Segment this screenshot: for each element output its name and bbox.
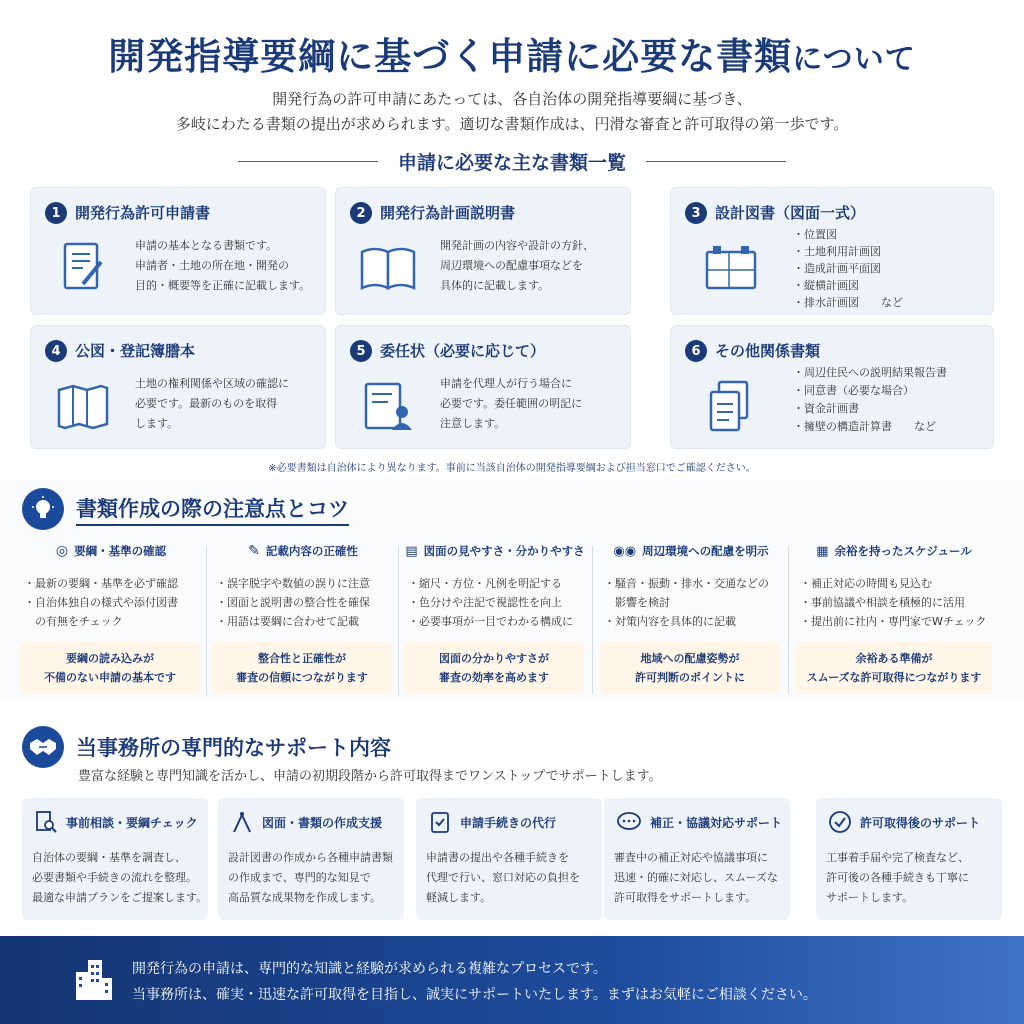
tip-summary-box: 図面の分かりやすさが 審査の効率を高めます: [404, 642, 584, 694]
doc-title: 設計図書（図面一式）: [715, 204, 866, 222]
pencil-icon: ✎: [248, 543, 260, 559]
buildings-icon: [70, 956, 116, 1002]
intro-line-1: 開発行為の許可申請にあたっては、各自治体の開発指導要綱に基づき、: [272, 90, 752, 108]
target-icon: ◎: [55, 543, 69, 559]
doc-card-2: [335, 187, 631, 315]
compass-icon: [230, 810, 254, 834]
lightbulb-icon: [22, 488, 64, 530]
doc-description: 申請の基本となる書類です。 申請者・土地の所在地・開発の 目的・概要等を正確に記載します。: [135, 239, 311, 292]
tip-column-2: ✎ 記載内容の正確性 ・誤字脱字や数値の誤りに注意 ・図面と説明書の整合性を確保 ・用語は要綱に合わせて記載 整合性と正確性が 審査の信頼につながります: [210, 538, 396, 631]
tip-column-5: ▦ 余裕を持ったスケジュール ・補正対応の時間も見込む ・事前協議や相談を積極的に活用 ・提出前に社内・専門家でWチェック 余裕ある準備が スムーズな許可取得につながります: [794, 538, 994, 631]
document-pen-icon: [53, 238, 113, 298]
doc-card-6: [670, 325, 994, 449]
folded-map-icon: [53, 376, 113, 436]
doc-number: 3: [685, 202, 707, 224]
document-search-icon: [34, 810, 58, 834]
doc-title: 公図・登記簿謄本: [75, 342, 196, 360]
support-card-4: 補正・協議対応サポート 審査中の補正対応や協議事項に 迅速・的確に対応し、スムーズな 許可取得をサポートします。: [604, 798, 790, 920]
support-card-2: 図面・書類の作成支援 設計図書の作成から各種申請書類 の作成まで、専門的な知見で 高品質な成果物を作成します。: [218, 798, 404, 920]
doc-title: 開発行為許可申請書: [75, 204, 211, 222]
support-card-5: 許可取得後のサポート 工事着手届や完了検査など、 許可後の各種手続きも丁寧に サポートします。: [816, 798, 1002, 920]
doc-title: 委任状（必要に応じて）: [380, 342, 546, 360]
doc-title: 開発行為計画説明書: [380, 204, 516, 222]
tips-heading: 書類作成の際の注意点とコツ: [22, 488, 349, 530]
people-icon: ◉◉: [613, 543, 637, 559]
doc-card-3: [670, 187, 994, 315]
docs-note: ※必要書類は自治体により異なります。事前に当該自治体の開発指導要綱および担当窓口でご確認ください。: [268, 463, 756, 474]
proxy-person-icon: [358, 376, 418, 436]
tip-column-4: ◉◉ 周辺環境への配慮を明示 ・騒音・振動・排水・交通などの 影響を検討 ・対策内容を具体的に記載 地域への配慮姿勢が 許可判断のポイントに: [598, 538, 784, 631]
tip-summary-box: 要綱の読み込みが 不備のない申請の基本です: [20, 642, 200, 694]
tip-column-1: ◎ 要綱・基準の確認 ・最新の要綱・基準を必ず確認 ・自治体独自の様式や添付図書 の有無をチェック 要綱の読み込みが 不備のない申請の基本です: [18, 538, 204, 631]
tip-column-3: ▤ 図面の見やすさ・分かりやすさ ・縮尺・方位・凡例を明記する ・色分けや注記で視認性を向上 ・必要事項が一目でわかる構成に 図面の分かりやすさが 審査の効率を高めます: [402, 538, 588, 631]
doc-number: 6: [685, 340, 707, 362]
tip-summary-box: 地域への配慮姿勢が 許可判断のポイントに: [600, 642, 780, 694]
chat-icon: [616, 810, 642, 834]
doc-card-5: [335, 325, 631, 449]
documents-stack-icon: [701, 376, 761, 436]
footer-line-1: 開発行為の申請は、専門的な知識と経験が求められる複雑なプロセスです。: [132, 961, 607, 977]
support-card-1: 事前相談・要綱チェック 自治体の要綱・基準を調査し、 必要書類や手続きの流れを整理。 最適な申請プランをご提案します。: [22, 798, 208, 920]
tip-summary-box: 整合性と正確性が 審査の信頼につながります: [212, 642, 392, 694]
support-heading: 当事務所の専門的なサポート内容: [22, 726, 391, 768]
footer-line-2: 当事務所は、確実・迅速な許可取得を目指し、誠実にサポートいたします。まずはお気軽にご相談ください。: [132, 987, 817, 1003]
open-book-icon: [358, 238, 418, 298]
doc-title: その他関係書類: [715, 342, 821, 360]
doc-description: ・位置図 ・土地利用計画図 ・造成計画平面図 ・縦横計画図 ・排水計画図 など: [793, 228, 903, 309]
doc-description: 申請を代理人が行う場合に 必要です。委任範囲の明記に 注意します。: [440, 377, 583, 430]
doc-description: 土地の権利関係や区域の確認に 必要です。最新のものを取得 します。: [135, 377, 289, 430]
blueprint-icon: [701, 238, 761, 298]
calendar-icon: ▦: [816, 543, 829, 559]
support-subtitle: 豊富な経験と専門知識を活かし、申請の初期段階から許可取得までワンストップでサポートします。: [78, 769, 662, 784]
clipboard-check-icon: [428, 810, 452, 834]
intro-line-2: 多岐にわたる書類の提出が求められます。適切な書類作成は、円滑な審査と許可取得の第一歩です。: [175, 115, 849, 133]
check-circle-icon: [828, 810, 852, 834]
doc-card-4: [30, 325, 326, 449]
support-card-3: 申請手続きの代行 申請書の提出や各種手続きを 代理で行い、窓口対応の負担を 軽減します。: [416, 798, 602, 920]
footer-banner: [0, 936, 1024, 1024]
doc-number: 1: [45, 202, 67, 224]
tip-summary-box: 余裕ある準備が スムーズな許可取得につながります: [796, 642, 992, 694]
page-title: 開発指導要綱に基づく申請に必要な書類について: [108, 34, 916, 78]
doc-description: 開発計画の内容や設計の方針、 周辺環境への配慮事項などを 具体的に記載します。: [440, 239, 594, 292]
docs-section-heading: 申請に必要な主な書類一覧: [0, 148, 1024, 174]
doc-description: ・周辺住民への説明結果報告書 ・同意書（必要な場合） ・資金計画書 ・擁壁の構造計算書 など: [793, 366, 947, 433]
doc-number: 4: [45, 340, 67, 362]
doc-card-1: [30, 187, 326, 315]
drawing-icon: ▤: [405, 543, 418, 559]
doc-number: 5: [350, 340, 372, 362]
doc-number: 2: [350, 202, 372, 224]
handshake-icon: [22, 726, 64, 768]
